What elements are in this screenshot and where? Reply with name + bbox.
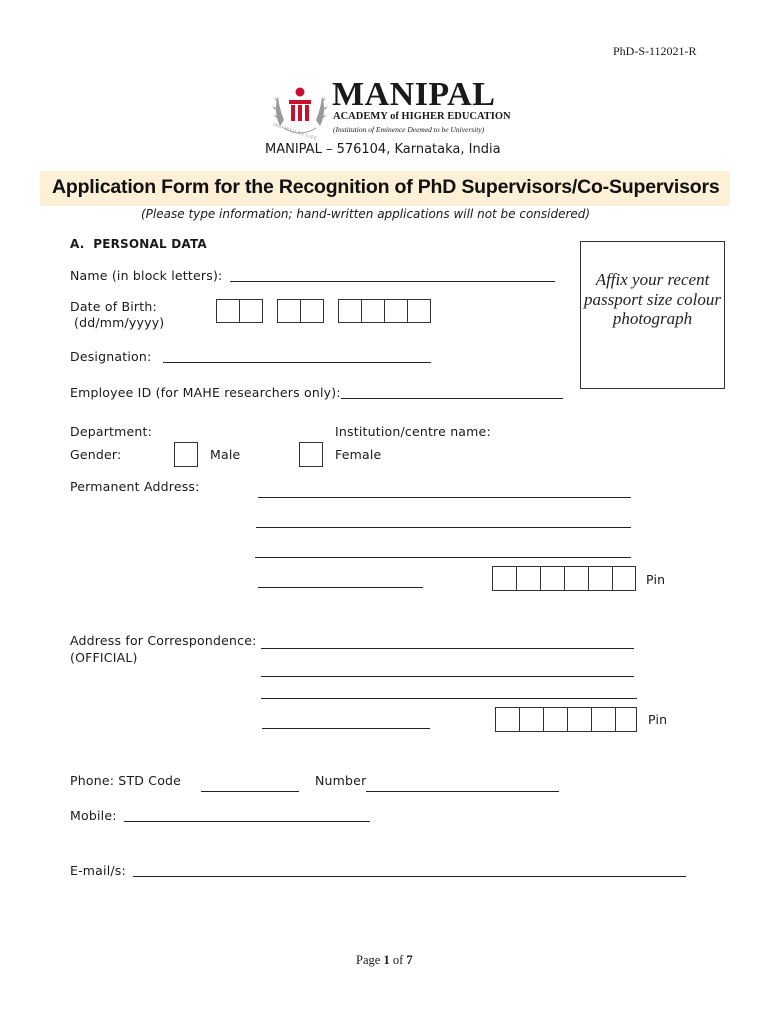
correspondence-pin-digit-5[interactable] xyxy=(591,707,616,732)
correspondence-pin-digit-6[interactable] xyxy=(615,707,637,732)
correspondence-sub-label: (OFFICIAL) xyxy=(70,650,138,665)
form-instruction: (Please type information; hand-written applications will not be considered) xyxy=(141,207,591,221)
department-label: Department: xyxy=(70,424,153,439)
logo-seal-text: INSPIRED BY LIFE xyxy=(272,122,318,141)
dob-year-digit-2[interactable] xyxy=(361,299,385,323)
mobile-label: Mobile: xyxy=(70,808,117,823)
correspondence-pin-label: Pin xyxy=(648,712,668,727)
female-checkbox[interactable] xyxy=(299,442,323,467)
dob-day-digit-2[interactable] xyxy=(239,299,263,323)
correspondence-line-1[interactable] xyxy=(261,648,634,649)
email-label: E-mail/s: xyxy=(70,863,126,878)
form-code: PhD-S-112021-R xyxy=(613,44,697,58)
permanent-address-label: Permanent Address: xyxy=(70,479,200,494)
phone-number-field[interactable] xyxy=(366,791,559,792)
photo-box[interactable] xyxy=(580,241,725,389)
permanent-pin-digit-4[interactable] xyxy=(564,566,589,591)
email-field[interactable] xyxy=(133,876,686,877)
correspondence-label: Address for Correspondence: xyxy=(70,633,257,648)
permanent-pin-digit-2[interactable] xyxy=(516,566,541,591)
number-label: Number xyxy=(315,773,367,788)
mobile-field[interactable] xyxy=(124,821,370,822)
permanent-address-line-4[interactable] xyxy=(258,587,423,588)
designation-label: Designation: xyxy=(70,349,152,364)
logo-name: MANIPAL xyxy=(332,76,496,113)
permanent-address-line-3[interactable] xyxy=(255,557,631,558)
correspondence-pin-digit-4[interactable] xyxy=(567,707,592,732)
correspondence-pin-digit-1[interactable] xyxy=(495,707,520,732)
female-label: Female xyxy=(335,447,382,462)
gender-label: Gender: xyxy=(70,447,122,462)
std-code-field[interactable] xyxy=(201,791,299,792)
page-current: 1 xyxy=(383,953,390,967)
dob-year-digit-1[interactable] xyxy=(338,299,362,323)
permanent-address-line-1[interactable] xyxy=(258,497,631,498)
logo-line2: (Institution of Eminence Deemed to be University) xyxy=(333,125,485,134)
dob-year-digit-3[interactable] xyxy=(384,299,408,323)
employee-id-label: Employee ID (for MAHE researchers only): xyxy=(70,385,341,400)
institution-label: Institution/centre name: xyxy=(335,424,491,439)
section-a-heading: A. PERSONAL DATA xyxy=(70,237,207,251)
dob-day-digit-1[interactable] xyxy=(216,299,240,323)
page-number xyxy=(356,953,413,968)
designation-field[interactable] xyxy=(163,362,431,363)
permanent-pin-digit-3[interactable] xyxy=(540,566,565,591)
correspondence-line-3[interactable] xyxy=(261,698,637,699)
permanent-pin-digit-6[interactable] xyxy=(612,566,636,591)
correspondence-pin-digit-2[interactable] xyxy=(519,707,544,732)
logo-line1: ACADEMY of HIGHER EDUCATION xyxy=(333,111,511,122)
male-checkbox[interactable] xyxy=(174,442,198,467)
form-title: Application Form for the Recognition of PhD Supervisors/Co-Supervisors xyxy=(52,176,720,198)
permanent-pin-digit-1[interactable] xyxy=(492,566,517,591)
header-address: MANIPAL – 576104, Karnataka, India xyxy=(265,142,501,157)
correspondence-line-2[interactable] xyxy=(261,676,634,677)
correspondence-line-4[interactable] xyxy=(262,728,430,729)
name-field[interactable] xyxy=(230,281,555,282)
dob-month-digit-1[interactable] xyxy=(277,299,301,323)
manipal-logo xyxy=(270,76,511,141)
name-label: Name (in block letters): xyxy=(70,268,223,283)
page-prefix: Page xyxy=(356,953,381,967)
dob-label: Date of Birth: xyxy=(70,299,157,314)
permanent-address-line-2[interactable] xyxy=(256,527,631,528)
page-total: 7 xyxy=(406,953,413,967)
dob-format: (dd/mm/yyyy) xyxy=(74,315,165,330)
dob-month-digit-2[interactable] xyxy=(300,299,324,323)
photo-text: Affix your recent passport size colour photograph xyxy=(584,270,721,328)
correspondence-pin-digit-3[interactable] xyxy=(543,707,568,732)
permanent-pin-digit-5[interactable] xyxy=(588,566,613,591)
phone-label: Phone: STD Code xyxy=(70,773,182,788)
male-label: Male xyxy=(210,447,241,462)
dob-year-digit-4[interactable] xyxy=(407,299,431,323)
employee-id-field[interactable] xyxy=(341,398,563,399)
permanent-pin-label: Pin xyxy=(646,572,666,587)
page-of: of xyxy=(392,953,404,967)
